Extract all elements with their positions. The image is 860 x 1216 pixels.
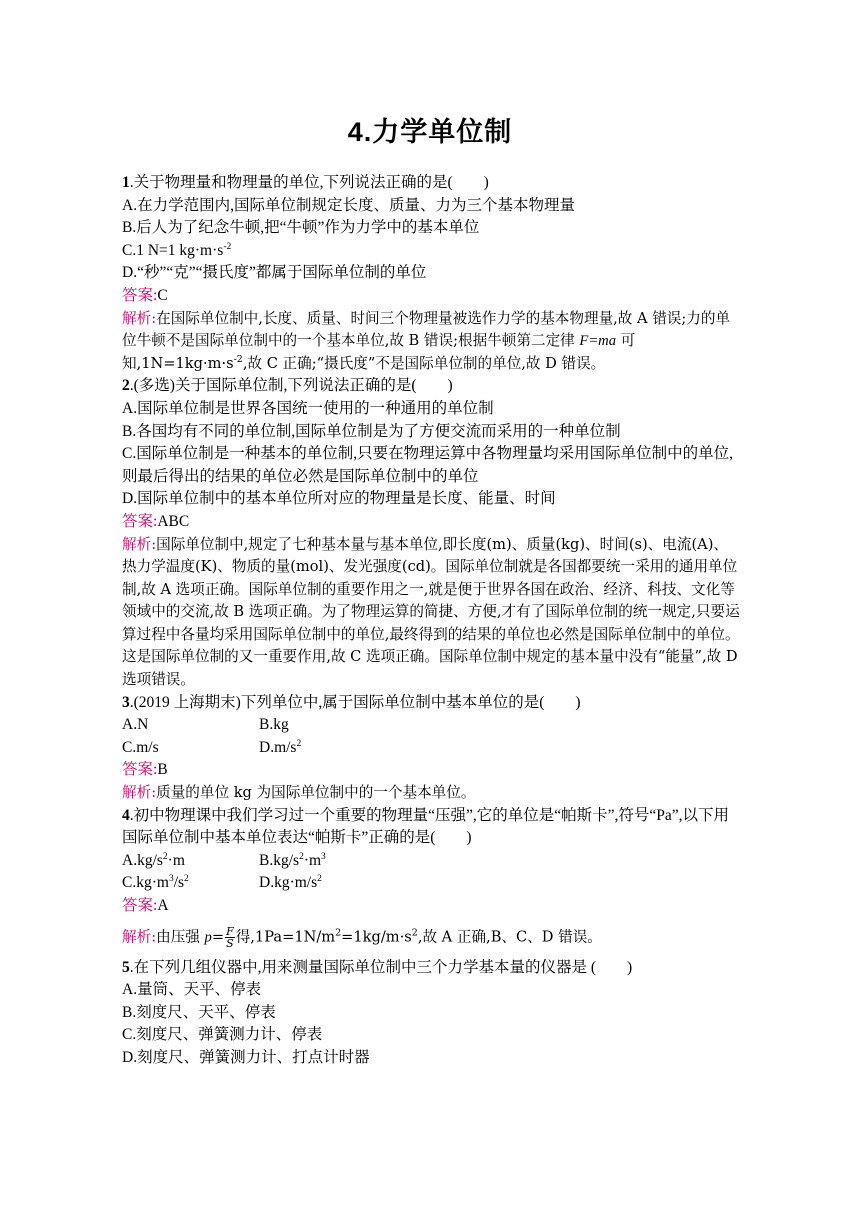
superscript: 2: [411, 927, 418, 939]
option-b: B.刻度尺、天平、停表: [122, 1003, 276, 1021]
question-stem: [122, 957, 742, 980]
answer-line: [122, 759, 742, 782]
option-text: C.1 N=1 kg·m·s: [122, 241, 224, 259]
fraction-denominator: S: [226, 936, 234, 950]
explanation-label: 解析:: [122, 309, 157, 327]
option-row: [122, 850, 742, 873]
explanation-text: =1kg/m·s: [341, 928, 412, 946]
option-c: C.m/s: [122, 738, 159, 756]
answer-label: 答案:: [122, 286, 158, 304]
option-d: D.国际单位制中的基本单位所对应的物理量是长度、能量、时间: [122, 490, 556, 508]
explanation: [122, 308, 742, 376]
answer-line: [122, 895, 742, 918]
question-text: .(2019 上海期末)下列单位中,属于国际单位制中基本单位的是( ): [129, 693, 581, 711]
question-number: 3: [122, 693, 130, 711]
option-a: A.N: [122, 716, 149, 734]
option-d: D.“秒”“克”“摄氏度”都属于国际单位制的单位: [122, 264, 427, 282]
explanation-label: 解析:: [122, 928, 157, 946]
explanation-text: ,故 C 正确;“摄氏度”不是国际单位制的单位,故 D 错误。: [242, 354, 606, 372]
answer-line: [122, 285, 742, 308]
question-stem: [122, 692, 742, 715]
explanation-text: 得,1Pa=1N/m: [235, 928, 336, 946]
superscript: 3: [168, 874, 174, 885]
superscript: -2: [223, 241, 232, 252]
option-b: [259, 850, 396, 873]
formula-variable: p: [204, 929, 212, 946]
question-4: [122, 805, 742, 957]
option-text: D.m/s: [259, 738, 297, 756]
question-text: .(多选)关于国际单位制,下列说法正确的是( ): [129, 377, 453, 395]
question-3: [122, 692, 742, 805]
explanation-text: 在国际单位制中,长度、质量、时间三个物理量被选作力学的基本物理量,故 A 错误;力的单位牛顿不是国际单位制中的一个基本单位,故 B 错误;根据牛顿第二定律: [122, 309, 731, 350]
option-row: [122, 872, 742, 895]
question-number: 2: [122, 377, 130, 395]
explanation-text: 质量的单位 kg 为国际单位制中的一个基本单位。: [156, 784, 476, 802]
superscript: -2: [233, 353, 243, 365]
option-c: [122, 872, 259, 895]
explanation-label: 解析:: [122, 784, 157, 802]
superscript: 2: [296, 738, 302, 749]
option-a: A.在力学范围内,国际单位制规定长度、质量、力为三个基本物理量: [122, 196, 575, 214]
explanation: [122, 534, 742, 692]
option-a: A.量筒、天平、停表: [122, 981, 262, 999]
superscript: 3: [321, 851, 326, 862]
question-text: .初中物理课中我们学习过一个重要的物理量“压强”,它的单位是“帕斯卡”,符号“Pa”,以下用国际单位制中基本单位表达“帕斯卡”正确的是( ): [122, 806, 730, 847]
question-2: [122, 375, 742, 691]
formula: F=ma: [579, 333, 617, 350]
option-b: B.各国均有不同的单位制,国际单位制是为了方便交流而采用的一种单位制: [122, 422, 621, 440]
fraction-numerator: F: [226, 924, 234, 938]
superscript: 2: [299, 851, 304, 862]
option-text: ·m: [303, 851, 322, 869]
explanation-text: 国际单位制中,规定了七种基本量与基本单位,即长度(m)、质量(kg)、时间(s)、电流(A)、热力学温度(K)、物质的量(mol)、发光强度(cd)。国际单位制就是各国都要统一采用的通用单位制,故 A 选项正确。国际单位制的重要作用之一,就是便于世界各国在政治、经济、科技、文化等领域中的交流,故 B 选项正确。为了物理运算的简捷、方便,才有了国际单位制的统一规定,只要运算过程中各量均采用国际单位制中的单位,最终得到的结果的单位也必然是国际单位制中的单位。这是国际单位制的又一重要作用,故 C 选项正确。国际单位制中规定的基本量中没有“能量”,故 D 选项错误。: [122, 535, 740, 689]
question-stem: [122, 375, 742, 398]
option-text: A.kg/s: [122, 851, 163, 869]
superscript: 2: [184, 874, 189, 885]
explanation-label: 解析:: [122, 535, 157, 553]
explanation-text: ,故 A 正确,B、C、D 错误。: [417, 928, 602, 946]
question-list: [122, 172, 742, 1070]
option-b: B.kg: [259, 716, 289, 734]
explanation-text: 可知,1N=1kg·m·s: [122, 332, 636, 372]
answer-value: A: [157, 897, 169, 914]
option-a: [122, 850, 259, 873]
question-stem: [122, 172, 742, 195]
question-5: [122, 957, 742, 1070]
option-row: [122, 714, 742, 737]
answer-value: B: [157, 761, 168, 779]
page-title: 4.力学单位制: [347, 117, 513, 147]
option-text: /s: [173, 874, 185, 892]
question-text: .关于物理量和物理量的单位,下列说法正确的是( ): [129, 174, 489, 191]
fraction: [225, 926, 235, 949]
explanation: [122, 782, 742, 805]
option-text: C.kg·m: [122, 874, 169, 892]
spacer: [122, 918, 742, 926]
question-stem: [122, 805, 742, 850]
option-text: D.kg·m/s: [259, 874, 318, 892]
superscript: 2: [317, 874, 322, 885]
equals-sign: =: [211, 928, 225, 946]
option-b: B.后人为了纪念牛顿,把“牛顿”作为力学中的基本单位: [122, 219, 480, 237]
option-text: ·m: [167, 851, 185, 869]
answer-label: 答案:: [122, 512, 158, 530]
question-1: [122, 172, 742, 375]
option-text: B.kg/s: [259, 851, 300, 869]
option-d: D.刻度尺、弹簧测力计、打点计时器: [122, 1049, 370, 1067]
explanation-text: 由压强: [156, 928, 205, 946]
answer-line: [122, 511, 742, 534]
superscript: 2: [335, 927, 342, 939]
answer-label: 答案:: [122, 897, 158, 914]
option-a: A.国际单位制是世界各国统一使用的一种通用的单位制: [122, 399, 494, 417]
option-c: C.国际单位制是一种基本的单位制,只要在物理运算中各物理量均采用国际单位制中的单位,则最后得出的结果的单位必然是国际单位制中的单位: [122, 445, 733, 485]
option-row: [122, 737, 742, 760]
option-c: C.刻度尺、弹簧测力计、停表: [122, 1026, 323, 1044]
question-number: 1: [122, 174, 130, 191]
answer-label: 答案:: [122, 761, 158, 779]
spacer: [122, 949, 742, 957]
answer-value: C: [157, 286, 168, 304]
question-text: .在下列几组仪器中,用来测量国际单位制中三个力学基本量的仪器是 ( ): [129, 958, 633, 976]
superscript: 2: [162, 851, 168, 862]
option-c: [122, 240, 742, 263]
question-number: 5: [122, 958, 130, 976]
explanation: [122, 926, 742, 949]
answer-value: ABC: [157, 512, 190, 530]
option-d: [259, 872, 396, 895]
question-number: 4: [122, 806, 130, 824]
option-d: [259, 737, 396, 760]
